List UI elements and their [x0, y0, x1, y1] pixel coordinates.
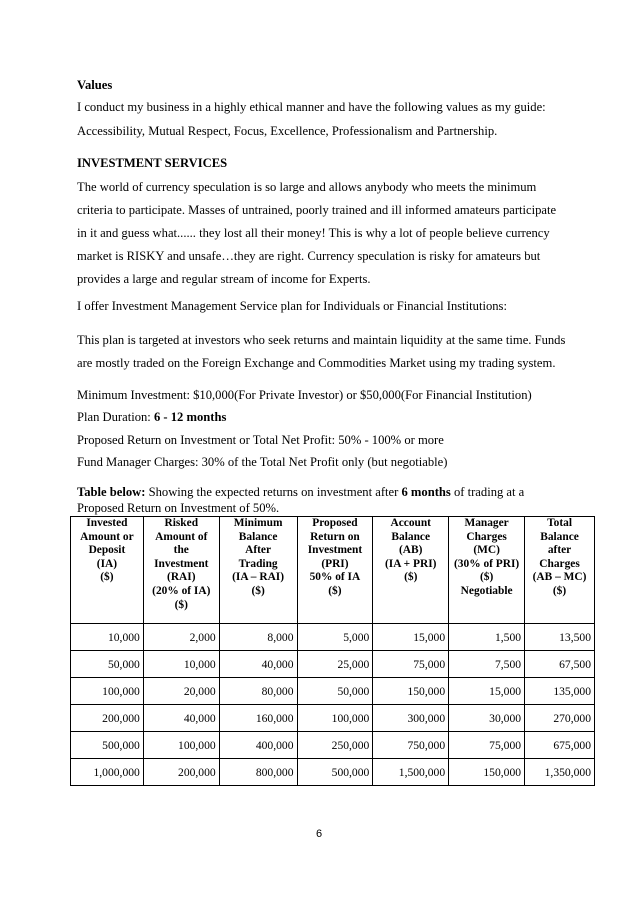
table-cell: 1,500	[449, 624, 525, 651]
table-cell: 20,000	[143, 678, 219, 705]
plan-duration-label: Plan Duration:	[77, 410, 154, 424]
table-cell: 800,000	[219, 759, 297, 786]
table-cell: 1,000,000	[71, 759, 144, 786]
column-header-line: After	[245, 544, 272, 557]
table-row	[71, 651, 595, 678]
column-header-line: ($)	[479, 571, 494, 584]
column-header	[525, 517, 595, 624]
column-header-line: (IA)	[96, 557, 118, 570]
values-line-2: Accessibility, Mutual Respect, Focus, Excellence, Professionalism and Partnership.	[77, 124, 498, 138]
column-header-line: Manager	[464, 517, 509, 529]
column-header-line: Amount of	[155, 530, 208, 543]
table-cell: 200,000	[71, 705, 144, 732]
caption-text-2: of trading at a	[450, 485, 525, 499]
column-header-line: ($)	[251, 584, 265, 597]
column-header-line: Charges	[466, 530, 507, 543]
table-cell: 50,000	[297, 678, 373, 705]
column-header-line: (RAI)	[167, 571, 196, 584]
table-cell: 150,000	[373, 678, 449, 705]
intro-line: provides a large and regular stream of income for Experts.	[77, 272, 371, 286]
column-header-line: ($)	[174, 598, 188, 611]
table-cell: 7,500	[449, 651, 525, 678]
table-cell: 2,000	[143, 624, 219, 651]
table-cell: 500,000	[71, 732, 144, 759]
returns-table	[70, 516, 595, 786]
column-header-line: ($)	[100, 571, 114, 584]
investment-services-heading: INVESTMENT SERVICES	[77, 156, 228, 170]
table-cell: 160,000	[219, 705, 297, 732]
table-cell: 100,000	[71, 678, 144, 705]
table-cell: 40,000	[219, 651, 297, 678]
table-row	[71, 678, 595, 705]
table-cell: 67,500	[525, 651, 595, 678]
table-row	[71, 705, 595, 732]
column-header	[449, 517, 525, 624]
investment-intro-paragraph	[77, 176, 587, 291]
table-cell: 10,000	[143, 651, 219, 678]
table-cell: 1,500,000	[373, 759, 449, 786]
table-cell: 75,000	[449, 732, 525, 759]
column-header-line: Return on	[310, 530, 360, 543]
table-row	[71, 759, 595, 786]
table-cell: 270,000	[525, 705, 595, 732]
column-header-line: the	[173, 544, 189, 557]
column-header	[71, 517, 144, 624]
column-header-line: Total	[547, 517, 572, 529]
table-cell: 30,000	[449, 705, 525, 732]
column-header-line: Negotiable	[460, 584, 513, 597]
column-header-line: (MC)	[473, 544, 500, 557]
column-header-line: (AB)	[399, 544, 423, 557]
column-header-line: (IA + PRI)	[385, 557, 437, 570]
table-row	[71, 624, 595, 651]
intro-line: in it and guess what...... they lost all their money! This is why a lot of people believe currency	[77, 226, 550, 240]
table-cell: 100,000	[143, 732, 219, 759]
column-header-line: Risked	[164, 517, 199, 529]
table-cell: 750,000	[373, 732, 449, 759]
column-header	[373, 517, 449, 624]
plan-paragraph	[77, 329, 587, 375]
column-header-line: (IA – RAI)	[232, 571, 285, 584]
column-header-line: Account	[390, 517, 431, 529]
fund-manager-charges: Fund Manager Charges: 30% of the Total Net Profit only (but negotiable)	[77, 455, 448, 469]
column-header-line: Investment	[307, 544, 363, 557]
column-header-line: Balance	[540, 530, 579, 543]
column-header-line: ($)	[404, 571, 418, 584]
table-cell: 13,500	[525, 624, 595, 651]
caption-bold-2: 6 months	[401, 485, 451, 499]
table-cell: 25,000	[297, 651, 373, 678]
column-header-line: ($)	[552, 584, 567, 597]
table-cell: 1,350,000	[525, 759, 595, 786]
column-header-line: Investment	[154, 557, 209, 570]
table-cell: 400,000	[219, 732, 297, 759]
table-caption	[77, 484, 587, 516]
table-cell: 100,000	[297, 705, 373, 732]
table-cell: 80,000	[219, 678, 297, 705]
page-number: 6	[315, 828, 323, 840]
table-cell: 75,000	[373, 651, 449, 678]
column-header-line: Deposit	[88, 544, 126, 557]
table-cell: 15,000	[449, 678, 525, 705]
column-header-line: (30% of PRI)	[454, 557, 520, 570]
table-cell: 250,000	[297, 732, 373, 759]
column-header	[297, 517, 373, 624]
column-header-line: after	[547, 544, 572, 557]
table-cell: 500,000	[297, 759, 373, 786]
table-cell: 40,000	[143, 705, 219, 732]
intro-line: criteria to participate. Masses of untrained, poorly trained and ill informed amateurs participate	[77, 203, 557, 217]
column-header-line: (PRI)	[321, 557, 349, 570]
table-cell: 15,000	[373, 624, 449, 651]
values-heading: Values	[77, 78, 113, 92]
column-header-line: Proposed	[312, 517, 358, 529]
table-cell: 135,000	[525, 678, 595, 705]
plan-duration-value: 6 - 12 months	[153, 410, 227, 424]
column-header-line: Balance	[391, 530, 431, 543]
caption-bold-1: Table below:	[77, 485, 146, 499]
column-header-line: (AB – MC)	[532, 571, 587, 584]
table-row	[71, 732, 595, 759]
plan-line: This plan is targeted at investors who seek returns and maintain liquidity at the same time. Funds	[77, 333, 566, 347]
table-cell: 5,000	[297, 624, 373, 651]
table-cell: 675,000	[525, 732, 595, 759]
plan-line: are mostly traded on the Foreign Exchange and Commodities Market using my trading system.	[77, 356, 556, 370]
column-header-line: 50% of IA	[309, 571, 361, 584]
column-header-line: Amount or	[80, 530, 134, 543]
table-cell: 300,000	[373, 705, 449, 732]
column-header-line: (20% of IA)	[152, 584, 211, 597]
minimum-investment: Minimum Investment: $10,000(For Private Investor) or $50,000(For Financial Institution)	[77, 388, 532, 402]
column-header	[143, 517, 219, 624]
proposed-return: Proposed Return on Investment or Total Net Profit: 50% - 100% or more	[77, 433, 444, 447]
column-header-line: Trading	[238, 557, 278, 570]
caption-line-2: Proposed Return on Investment of 50%.	[77, 501, 280, 515]
intro-line: market is RISKY and unsafe…they are right. Currency speculation is risky for amateurs but	[77, 249, 541, 263]
table-header-row	[71, 517, 595, 624]
column-header-line: ($)	[328, 584, 342, 597]
column-header-line: Charges	[539, 557, 580, 570]
values-line-1: I conduct my business in a highly ethical manner and have the following values as my guide:	[77, 100, 546, 114]
table-cell: 8,000	[219, 624, 297, 651]
column-header-line: Invested	[86, 517, 128, 529]
caption-text-1: Showing the expected returns on investment after	[145, 485, 402, 499]
column-header-line: Minimum	[233, 517, 283, 529]
plan-duration	[77, 407, 587, 427]
table-cell: 50,000	[71, 651, 144, 678]
table-body	[71, 624, 595, 786]
offer-line: I offer Investment Management Service plan for Individuals or Financial Institutions:	[77, 299, 507, 313]
table-cell: 10,000	[71, 624, 144, 651]
table-cell: 200,000	[143, 759, 219, 786]
column-header	[219, 517, 297, 624]
intro-line: The world of currency speculation is so large and allows anybody who meets the minimum	[77, 180, 537, 194]
table-cell: 150,000	[449, 759, 525, 786]
column-header-line: Balance	[238, 530, 278, 543]
